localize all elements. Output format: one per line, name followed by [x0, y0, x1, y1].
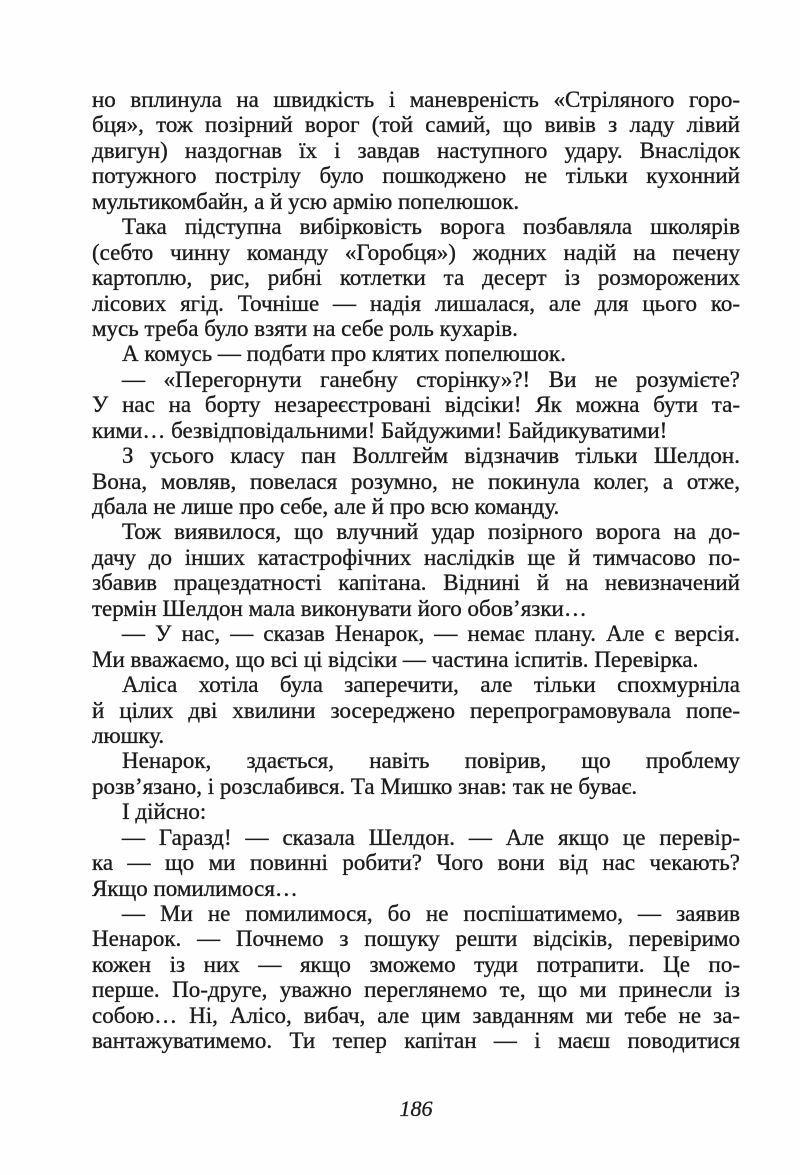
- text-line: Ми вважаємо, що всі ці відсіки — частина іспитів. Перевірка.: [92, 646, 699, 672]
- text-line: дбала не лише про себе, але й про всю команду.: [92, 494, 560, 519]
- text-line: дачу до інших катастрофічних наслідків ще й тимчасово по-: [92, 544, 740, 570]
- text-line: й цілих дві хвилини зосереджено перепрограмовувала попе-: [92, 697, 740, 723]
- text-line: ка — що ми повинні робити? Чого вони від нас чекають?: [92, 850, 740, 876]
- text-line: Ненарок, здається, навіть повірив, що проблему: [122, 748, 740, 774]
- paragraph: [92, 672, 740, 748]
- paragraph: [92, 443, 740, 519]
- text-line: Якщо помилимося…: [92, 875, 298, 901]
- text-line: (себто чинну команду «Горобця») жодних надій на печену: [92, 239, 740, 265]
- paragraph: [92, 341, 740, 366]
- paragraph: [92, 621, 740, 672]
- text-line: збавив працездатності капітана. Віднині й на невизначений: [92, 570, 740, 596]
- paragraph: [92, 214, 740, 341]
- text-line: люшку.: [92, 722, 165, 748]
- text-line: потужного пострілу було пошкоджено не тільки кухонний: [92, 163, 740, 189]
- text-line: Тож виявилося, що влучний удар позірного ворога на до-: [122, 519, 740, 545]
- paragraph: [92, 825, 740, 901]
- paragraph: [92, 519, 740, 621]
- text-line: но вплинула на швидкість і маневреність «Стріляного горо-: [92, 87, 740, 112]
- text-line: термін Шелдон мала виконувати його обов’язки…: [92, 595, 587, 621]
- text-line: З усього класу пан Воллгейм відзначив тільки Шелдон.: [122, 443, 740, 469]
- paragraph: [92, 367, 740, 443]
- text-line: вантажуватимемо. Ти тепер капітан — і маєш поводитися: [92, 1028, 740, 1054]
- text-line: двигун) наздогнав їх і завдав наступного удару. Внаслідок: [92, 137, 740, 163]
- text-line: картоплю, рис, рибні котлетки та десерт із розморожених: [92, 265, 740, 291]
- text-line: лісових ягід. Точніше — надія лишалася, але для цього ко-: [92, 290, 740, 316]
- text-line: — У нас, — сказав Ненарок, — немає плану. Але є версія.: [122, 621, 740, 647]
- paragraph: [92, 87, 740, 214]
- text-line: мультикомбайн, а й усю армію попелюшок.: [92, 188, 520, 214]
- text-line: собою… Ні, Алісо, вибач, але цим завданням ми тебе не за-: [92, 1002, 740, 1028]
- page-number: 186: [399, 1096, 433, 1121]
- text-line: Аліса хотіла була заперечити, але тільки спохмурніла: [122, 672, 740, 698]
- text-line: кожен із них — якщо зможемо туди потрапити. Це по-: [92, 951, 740, 977]
- text-line: мусь треба було взяти на себе роль кухарів.: [92, 315, 518, 341]
- text-line: — Ми не помилимося, бо не поспішатимемо, — заявив: [122, 901, 740, 926]
- text-line: І дійсно:: [122, 799, 207, 825]
- paragraph: [92, 901, 740, 1054]
- text-line: — «Перегорнути ганебну сторінку»?! Ви не розумієте?: [122, 366, 740, 392]
- text-line: — Гаразд! — сказала Шелдон. — Але якщо це перевір-: [122, 824, 740, 850]
- paragraph: [92, 799, 740, 824]
- text-line: перше. По-друге, уважно переглянемо те, що ми принесли із: [92, 977, 740, 1003]
- body-text: [92, 87, 740, 1054]
- text-line: бця», тож позірний ворог (той самий, що вивів з ладу лівий: [92, 112, 740, 138]
- text-line: А комусь — подбати про клятих попелюшок.: [122, 341, 566, 367]
- text-line: кими… безвідповідальними! Байдужими! Байдикуватими!: [92, 417, 668, 443]
- text-line: Вона, мовляв, повелася розумно, не покинула колег, а отже,: [92, 468, 740, 494]
- text-line: розв’язано, і розслабився. Та Мишко знав: так не буває.: [92, 773, 638, 799]
- paragraph: [92, 748, 740, 799]
- text-line: У нас на борту незареєстровані відсіки! Як можна бути та-: [92, 392, 740, 418]
- text-line: Така підступна вибірковість ворога позбавляла школярів: [122, 214, 740, 240]
- text-line: Ненарок. — Почнемо з пошуку решти відсіків, перевіримо: [92, 926, 740, 952]
